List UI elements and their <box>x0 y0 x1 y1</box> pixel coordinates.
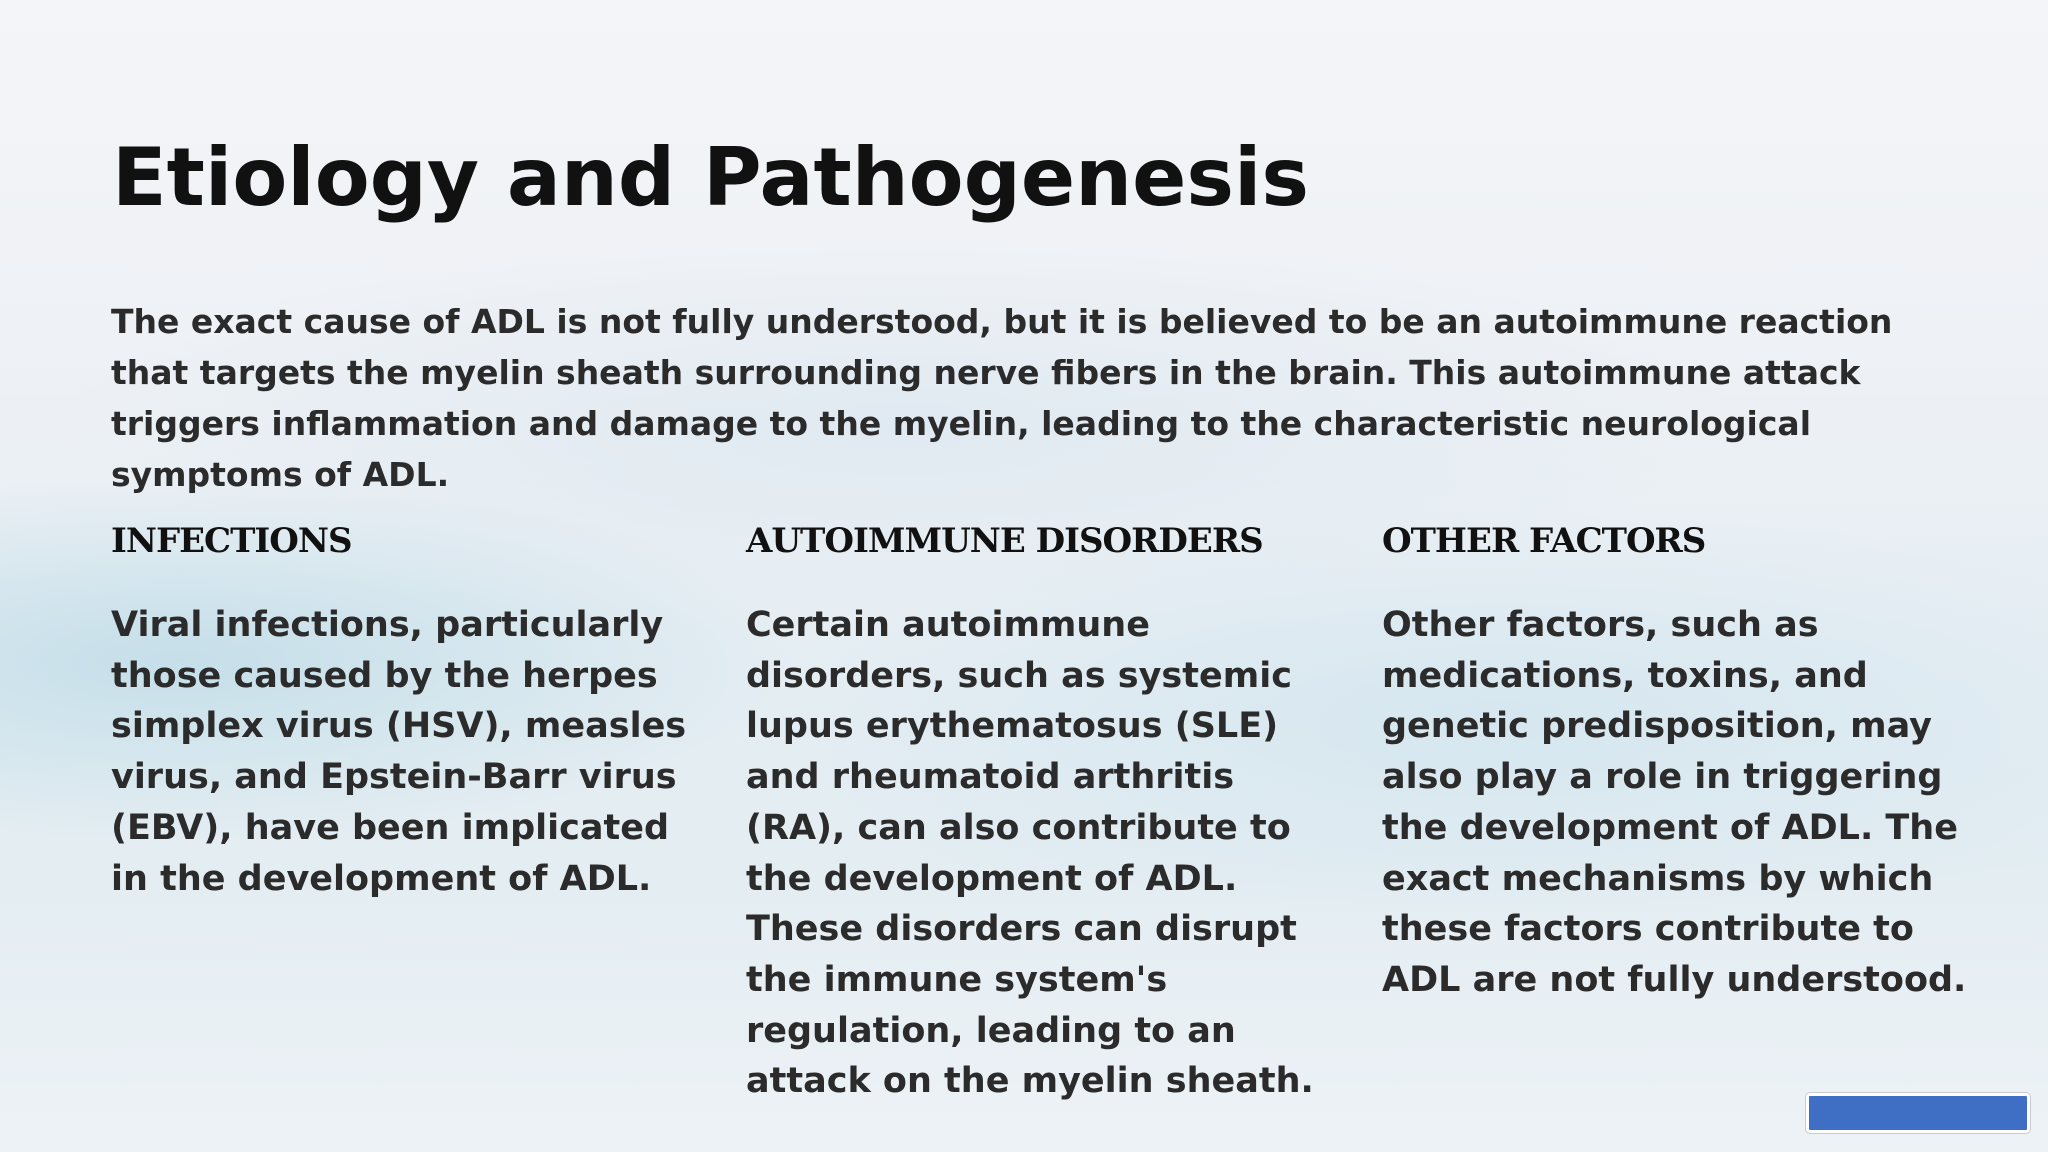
column-infections <box>111 510 701 904</box>
column-body: Other factors, such as medications, toxins, and genetic predisposition, may also play a role in triggering the development of ADL. The exact mechanisms by which these factors contribute to ADL are not fully understood. <box>1382 605 1967 1000</box>
column-body: Viral infections, particularly those caused by the herpes simplex virus (HSV), measles virus, and Epstein-Barr virus (EBV), have been implicated in the development of ADL. <box>111 605 687 899</box>
slide-title: Etiology and Pathogenesis <box>112 131 1309 224</box>
column-autoimmune-disorders <box>746 510 1336 1107</box>
column-heading: INFECTIONS <box>111 521 352 561</box>
column-other-factors <box>1382 510 1972 1006</box>
intro-paragraph: The exact cause of ADL is not fully understood, but it is believed to be an autoimmune reaction that targets the myelin sheath surrounding nerve fibers in the brain. This autoimmune attack triggers inflammation and damage to the myelin, leading to the characteristic neurological symptoms of ADL. <box>111 302 1893 494</box>
column-heading: OTHER FACTORS <box>1382 521 1706 561</box>
corner-button[interactable] <box>1806 1093 2030 1133</box>
column-heading: AUTOIMMUNE DISORDERS <box>746 521 1263 561</box>
column-body: Certain autoimmune disorders, such as systemic lupus erythematosus (SLE) and rheumatoid arthritis (RA), can also contribute to the development of ADL. These disorders can disrupt the immune system's regulation, leading to an attack on the myelin sheath. <box>746 605 1314 1102</box>
